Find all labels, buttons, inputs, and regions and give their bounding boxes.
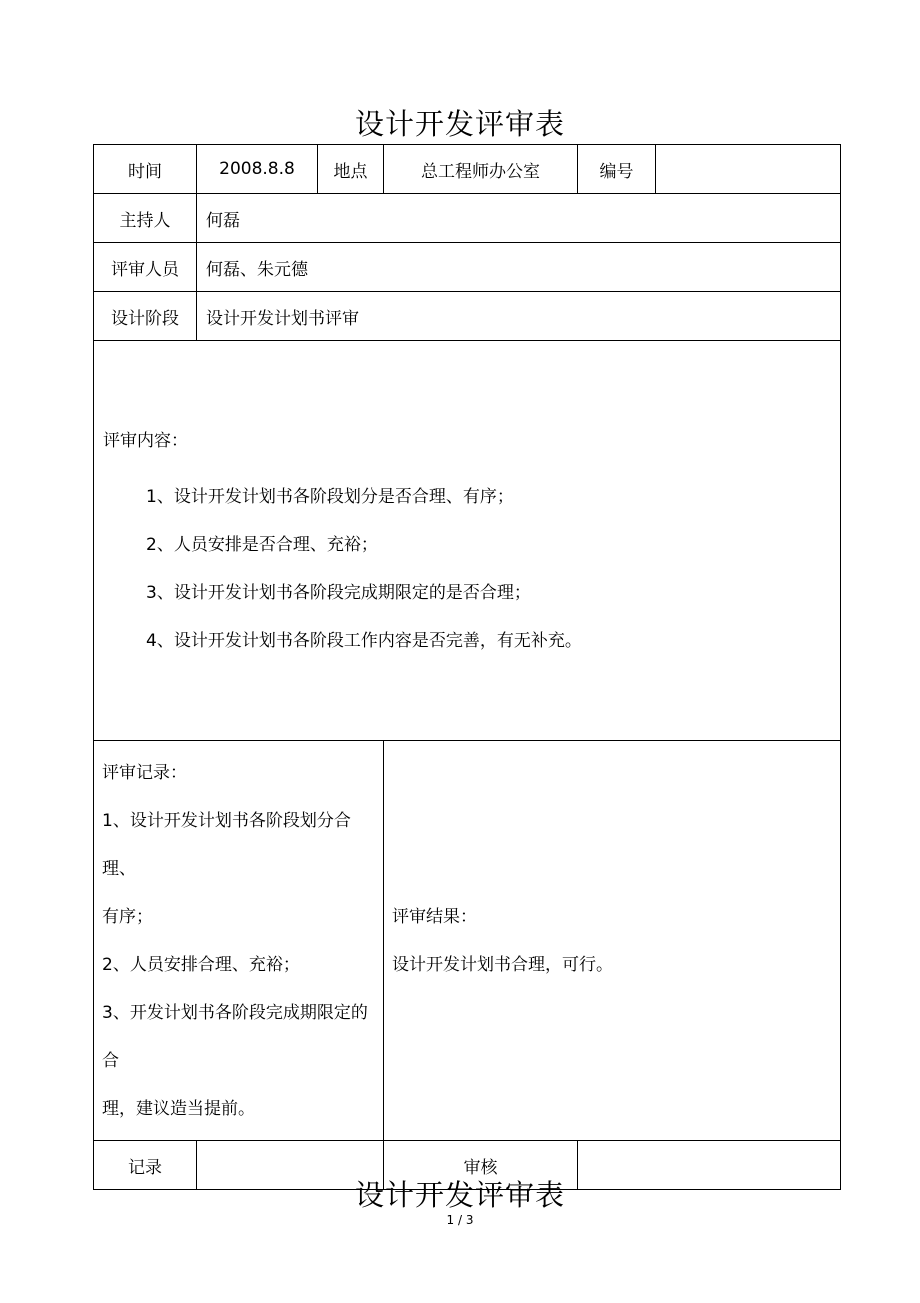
review-form-table xyxy=(93,144,841,1190)
review-record-line: 理，建议造当提前。 xyxy=(102,1099,255,1119)
review-record-line: 1、设计开发计划书各阶段划分合理、 xyxy=(102,811,351,879)
row-record-result xyxy=(94,741,841,1141)
row-content xyxy=(94,341,841,741)
review-content-cell xyxy=(94,341,841,741)
place-value: 总工程师办公室 xyxy=(384,145,578,194)
reviewer-label: 审核 xyxy=(384,1141,578,1190)
number-value xyxy=(656,145,841,194)
recorder-label: 记录 xyxy=(94,1141,197,1190)
review-record-line: 3、开发计划书各阶段完成期限定的合 xyxy=(102,1003,368,1071)
review-content-item: 2、人员安排是否合理、充裕； xyxy=(146,535,378,555)
reviewers-label: 评审人员 xyxy=(94,243,197,292)
row-reviewers xyxy=(94,243,841,292)
place-label: 地点 xyxy=(318,145,384,194)
review-result-heading: 评审结果： xyxy=(392,907,477,927)
review-record-cell xyxy=(94,741,384,1141)
row-time-place xyxy=(94,145,841,194)
review-content-list xyxy=(103,473,840,665)
time-value: 2008.8.8 xyxy=(197,145,318,194)
time-label: 时间 xyxy=(94,145,197,194)
review-result-cell xyxy=(384,741,841,1141)
host-value: 何磊 xyxy=(197,194,841,243)
review-record-line: 有序； xyxy=(102,907,153,927)
review-content-item: 3、设计开发计划书各阶段完成期限定的是否合理； xyxy=(146,583,531,603)
stage-value: 设计开发计划书评审 xyxy=(197,292,841,341)
row-host xyxy=(94,194,841,243)
footer-title: 设计开发评审表 xyxy=(354,1178,565,1212)
review-record-heading: 评审记录： xyxy=(102,763,187,783)
host-label: 主持人 xyxy=(94,194,197,243)
row-stage xyxy=(94,292,841,341)
stage-label: 设计阶段 xyxy=(94,292,197,341)
number-label: 编号 xyxy=(578,145,656,194)
review-result-text: 设计开发计划书合理，可行。 xyxy=(392,955,613,975)
page-number: 1 / 3 xyxy=(446,1213,474,1227)
reviewers-value: 何磊、朱元德 xyxy=(197,243,841,292)
review-content-heading: 评审内容： xyxy=(103,431,188,451)
review-content-item: 1、设计开发计划书各阶段划分是否合理、有序； xyxy=(146,487,514,507)
page-title: 设计开发评审表 xyxy=(354,107,565,141)
review-record-line: 2、人员安排合理、充裕； xyxy=(102,955,300,975)
review-content-item: 4、设计开发计划书各阶段工作内容是否完善，有无补充。 xyxy=(146,631,582,651)
